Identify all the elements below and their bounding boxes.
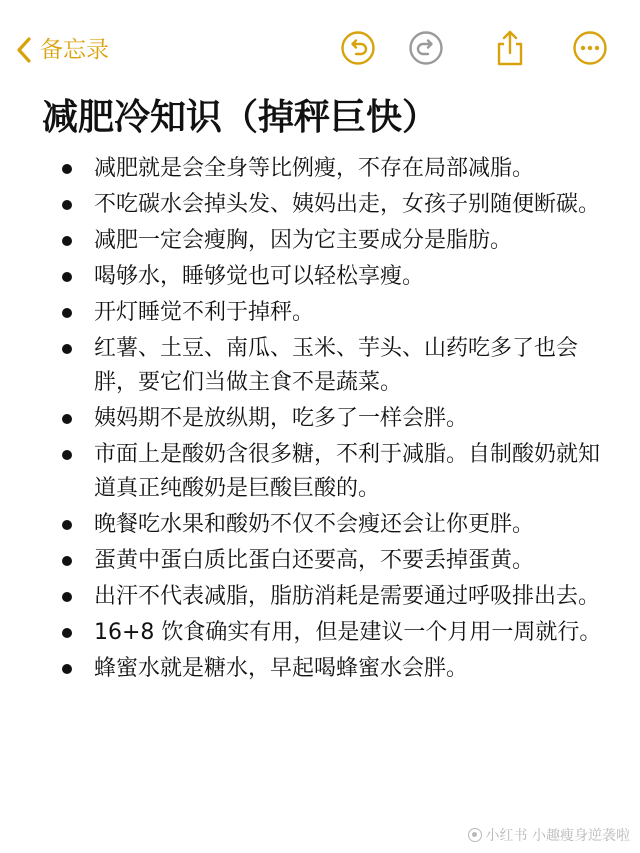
top-toolbar (0, 0, 640, 92)
share-icon (494, 29, 526, 71)
list-item-text: 晚餐吃水果和酸奶不仅不会瘦还会让你更胖。 (94, 512, 535, 537)
list-item-text: 蜂蜜水就是糖水，早起喝蜂蜜水会胖。 (94, 656, 469, 681)
bullet-icon (62, 164, 72, 174)
redo-button[interactable] (406, 30, 446, 70)
list-item-text: 不吃碳水会掉头发、姨妈出走，女孩子别随便断碳。 (94, 192, 601, 217)
list-item (0, 438, 640, 506)
bullet-icon (62, 236, 72, 246)
bullet-icon (62, 414, 72, 424)
list-item-text: 16+8 饮食确实有用，但是建议一个月用一周就行。 (94, 620, 602, 645)
watermark (468, 825, 630, 845)
list-item-text: 减肥就是会全身等比例瘦，不存在局部减脂。 (94, 156, 535, 181)
bullet-icon (62, 272, 72, 282)
back-label: 备忘录 (40, 37, 109, 63)
list-item-text: 减肥一定会瘦胸，因为它主要成分是脂肪。 (94, 228, 513, 253)
list-item (0, 652, 640, 686)
share-button[interactable] (490, 30, 530, 70)
list-item (0, 260, 640, 294)
list-item-text: 开灯睡觉不利于掉秤。 (94, 300, 315, 325)
note-title[interactable]: 减肥冷知识（掉秤巨快） (42, 97, 439, 138)
list-item-text: 出汗不代表减脂，脂肪消耗是需要通过呼吸排出去。 (94, 584, 601, 609)
bullet-icon (62, 520, 72, 530)
watermark-logo-icon (468, 828, 482, 842)
list-item (0, 296, 640, 330)
redo-icon (408, 30, 444, 70)
bullet-icon (62, 344, 72, 354)
bullet-icon (62, 628, 72, 638)
list-item (0, 402, 640, 436)
list-item (0, 616, 640, 650)
list-item-text: 蛋黄中蛋白质比蛋白还要高，不要丢掉蛋黄。 (94, 548, 535, 573)
list-item (0, 224, 640, 258)
bullet-icon (62, 592, 72, 602)
note-bullet-list[interactable] (0, 152, 640, 688)
undo-button[interactable] (338, 30, 378, 70)
list-item (0, 152, 640, 186)
list-item-text: 喝够水，睡够觉也可以轻松享瘦。 (94, 264, 425, 289)
list-item-text: 姨妈期不是放纵期，吃多了一样会胖。 (94, 406, 469, 431)
bullet-icon (62, 450, 72, 460)
bullet-icon (62, 200, 72, 210)
more-button[interactable] (570, 30, 610, 70)
bullet-icon (62, 556, 72, 566)
watermark-text: 小红书 小趣瘦身逆袭啦 (485, 828, 630, 844)
list-item (0, 188, 640, 222)
more-icon (572, 30, 608, 70)
list-item (0, 508, 640, 542)
list-item (0, 332, 640, 400)
undo-icon (340, 30, 376, 70)
bullet-icon (62, 308, 72, 318)
list-item-text: 市面上是酸奶含很多糖，不利于减脂。自制酸奶就知道真正纯酸奶是巨酸巨酸的。 (94, 442, 601, 501)
bullet-icon (62, 664, 72, 674)
chevron-left-icon (16, 36, 32, 64)
list-item (0, 544, 640, 578)
back-button[interactable] (16, 32, 109, 68)
list-item-text: 红薯、土豆、南瓜、玉米、芋头、山药吃多了也会胖，要它们当做主食不是蔬菜。 (94, 336, 579, 395)
list-item (0, 580, 640, 614)
